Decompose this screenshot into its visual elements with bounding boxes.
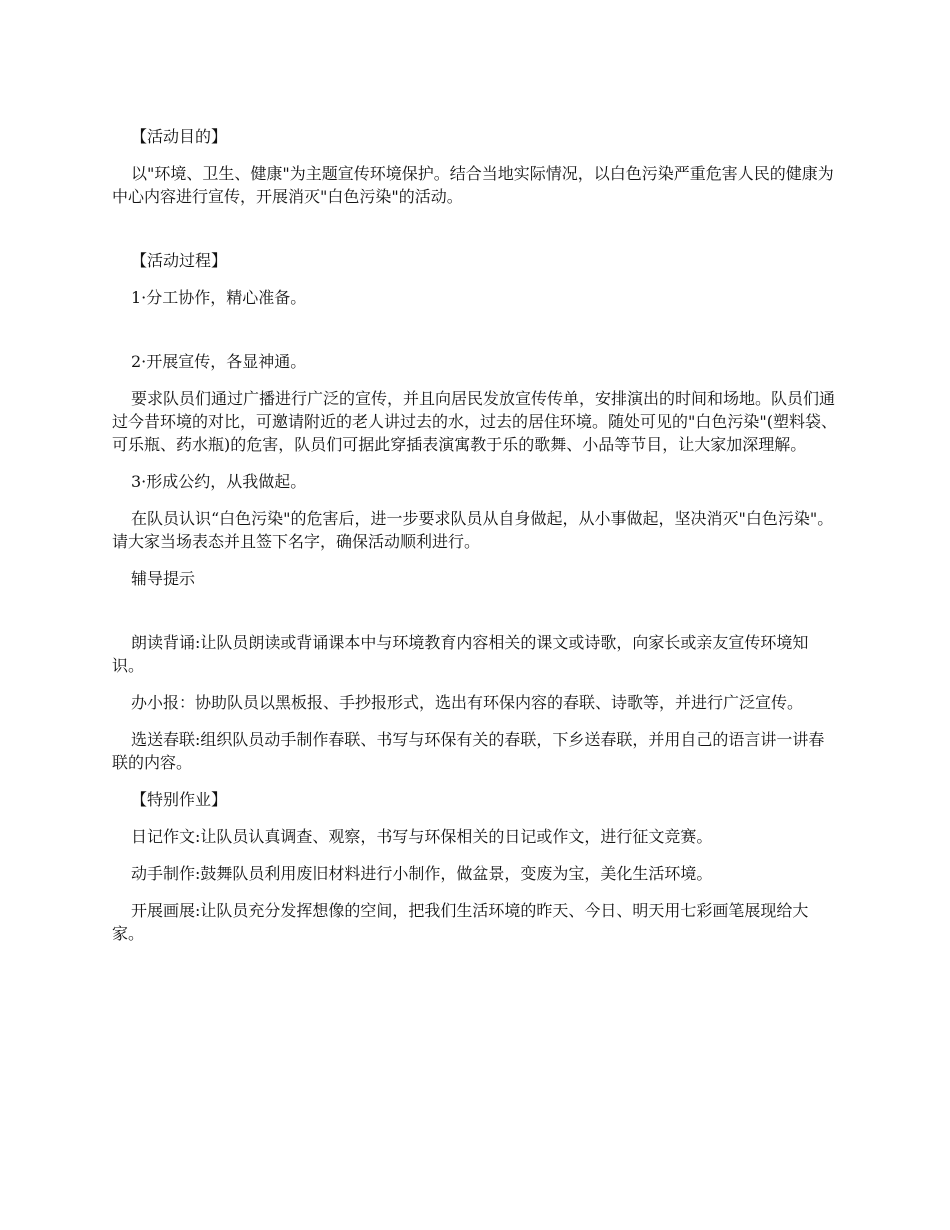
section-heading-process: 【活动过程】 bbox=[131, 251, 228, 270]
process-step-1: 1·分工协作，精心准备。 bbox=[131, 288, 307, 307]
guidance-couplets-paragraph: 选送春联:组织队员动手制作春联、书写与环保有关的春联，下乡送春联，并用自己的语言讲一讲春联的内容。 bbox=[112, 730, 825, 772]
section-heading-special-homework: 【特别作业】 bbox=[131, 790, 228, 809]
guidance-heading: 辅导提示 bbox=[131, 569, 196, 588]
homework-exhibition-paragraph: 开展画展:让队员充分发挥想像的空间，把我们生活环境的昨天、今日、明天用七彩画笔展现给大家。 bbox=[112, 901, 809, 943]
purpose-paragraph: 以"环境、卫生、健康"为主题宣传环境保护。结合当地实际情况，以白色污染严重危害人民的健康为中心内容进行宣传，开展消灭"白色污染"的活动。 bbox=[112, 164, 834, 206]
document-body bbox=[112, 125, 840, 945]
process-step-3-paragraph: 在队员认识“白色污染"的危害后，进一步要求队员从自身做起，从小事做起，坚决消灭"白色污染"。请大家当场表态并且签下名字，确保活动顺利进行。 bbox=[112, 509, 834, 551]
section-heading-purpose: 【活动目的】 bbox=[131, 127, 228, 146]
guidance-newspaper-paragraph: 办小报：协助队员以黑板报、手抄报形式，选出有环保内容的春联、诗歌等，并进行广泛宣传。 bbox=[131, 693, 804, 712]
process-step-2-paragraph: 要求队员们通过广播进行广泛的宣传，并且向居民发放宣传传单，安排演出的时间和场地。队员们通过今昔环境的对比，可邀请附近的老人讲过去的水，过去的居住环境。随处可见的"白色污染"(塑料袋、可乐瓶、药水瓶)的危害，队员们可据此穿插表演寓教于乐的歌舞、小品等节目，让大家加深理解。 bbox=[112, 389, 837, 454]
process-step-3: 3·形成公约，从我做起。 bbox=[131, 472, 307, 491]
homework-diary-paragraph: 日记作文:让队员认真调查、观察，书写与环保相关的日记或作文，进行征文竞赛。 bbox=[131, 827, 713, 846]
homework-handcraft-paragraph: 动手制作:鼓舞队员利用废旧材料进行小制作，做盆景，变废为宝，美化生活环境。 bbox=[131, 864, 713, 883]
guidance-reading-paragraph: 朗读背诵:让队员朗读或背诵课本中与环境教育内容相关的课文或诗歌，向家长或亲友宣传环境知识。 bbox=[112, 633, 809, 675]
process-step-2: 2·开展宣传，各显神通。 bbox=[131, 352, 307, 371]
